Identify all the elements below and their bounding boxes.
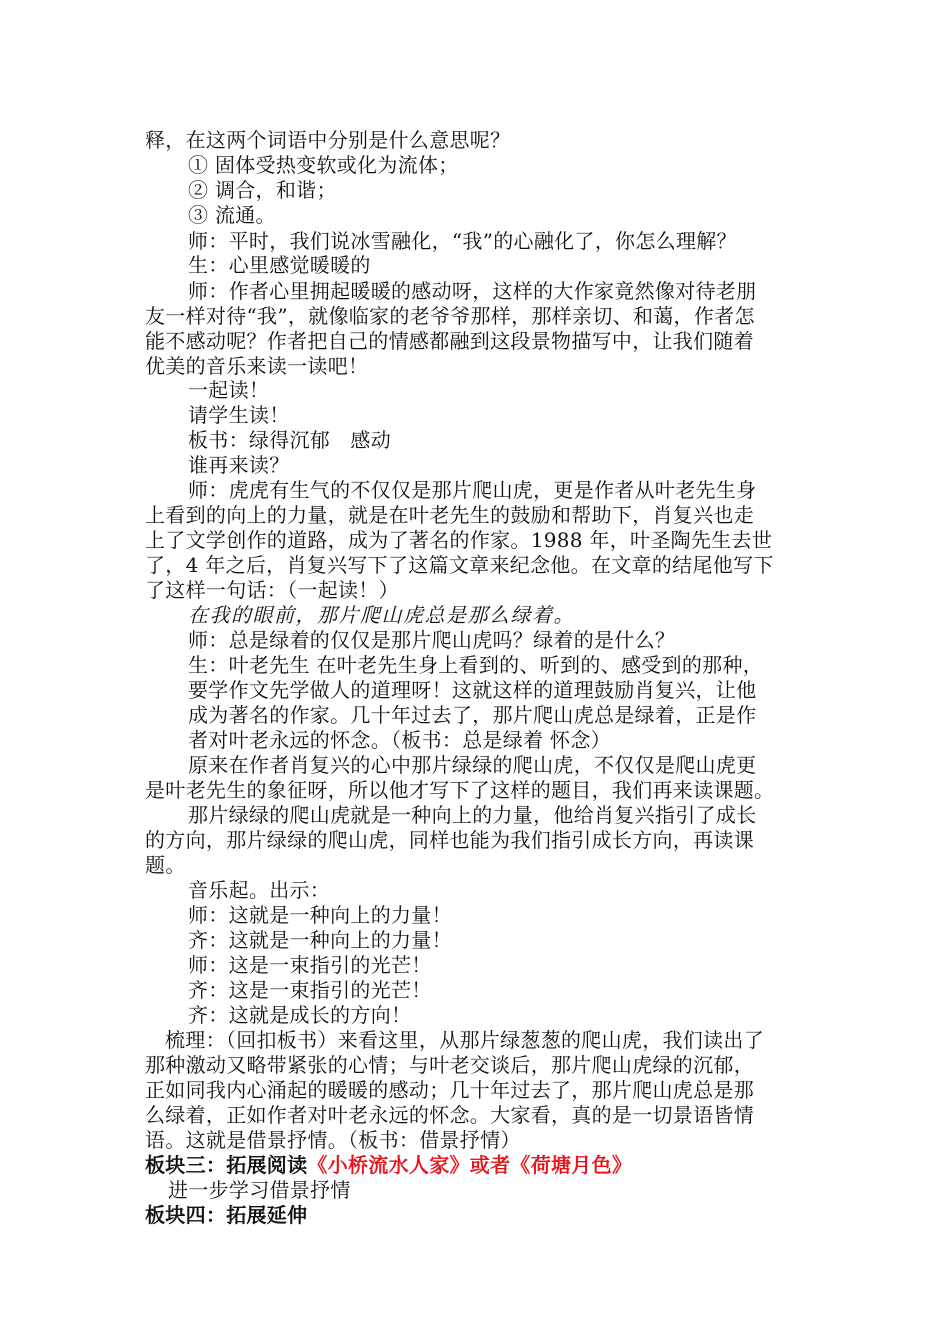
paragraph-line: 释，在这两个词语中分别是什么意思呢？ — [145, 128, 511, 152]
dialogue-line: 要学作文先学做人的道理呀！这就这样的道理鼓励肖复兴，让他 — [188, 678, 757, 702]
dialogue-line: 师：这是一束指引的光芒！ — [188, 953, 432, 977]
paragraph-line: 那片绿绿的爬山虎就是一种向上的力量，他给肖复兴指引了成长 — [188, 803, 757, 827]
paragraph-line: 的方向，那片绿绿的爬山虎，同样也能为我们指引成长方向，再读课 — [145, 828, 754, 852]
paragraph-line: 上看到的向上的力量，就是在叶老先生的鼓励和帮助下，肖复兴也走 — [145, 503, 754, 527]
definition-item: ② 调合，和谐； — [188, 178, 337, 202]
dialogue-line: 师：这就是一种向上的力量！ — [188, 903, 452, 927]
section-four-heading: 板块四：拓展延伸 — [145, 1203, 308, 1227]
reading-titles: 《小桥流水人家》或者《荷塘月色》 — [307, 1153, 633, 1177]
dialogue-line: 请学生读！ — [188, 403, 290, 427]
dialogue-line: 齐：这是一束指引的光芒！ — [188, 978, 432, 1002]
definition-item: ③ 流通。 — [188, 203, 276, 227]
section-three-note: 进一步学习借景抒情 — [168, 1178, 351, 1202]
dialogue-line: 生：叶老先生 在叶老先生身上看到的、听到的、感受到的那种， — [188, 653, 764, 677]
paragraph-line: 是叶老先生的象征呀，所以他才写下了这样的题目，我们再来读课题。 — [145, 778, 775, 802]
quoted-sentence: 在我的眼前，那片爬山虎总是那么绿着。 — [188, 603, 575, 627]
dialogue-line: 成为著名的作家。几十年过去了，那片爬山虎总是绿着，正是作 — [188, 703, 757, 727]
paragraph-line: 了，4 年之后，肖复兴写下了这篇文章来纪念他。在文章的结尾他写下 — [145, 553, 774, 577]
dialogue-line: 师：总是绿着的仅仅是那片爬山虎吗？绿着的是什么？ — [188, 628, 676, 652]
dialogue-line: 师：虎虎有生气的不仅仅是那片爬山虎，更是作者从叶老先生身 — [188, 478, 757, 502]
section-three-label: 板块三：拓展阅读 — [145, 1153, 308, 1177]
dialogue-line: 师：作者心里拥起暖暖的感动呀，这样的大作家竟然像对待老朋 — [188, 279, 757, 303]
paragraph-line: 题。 — [145, 853, 186, 877]
summary-line: 正如同我内心涌起的暖暖的感动；几十年过去了，那片爬山虎总是那 — [145, 1078, 754, 1102]
paragraph-line: 优美的音乐来读一读吧！ — [145, 354, 369, 378]
paragraph-line: 原来在作者肖复兴的心中那片绿绿的爬山虎，不仅仅是爬山虎更 — [188, 753, 757, 777]
dialogue-line: 者对叶老永远的怀念。（板书：总是绿着 怀念） — [188, 728, 611, 752]
definition-item: ① 固体受热变软或化为流体； — [188, 153, 459, 177]
dialogue-line: 谁再来读？ — [188, 453, 290, 477]
paragraph-line: 能不感动呢？作者把自己的情感都融到这段景物描写中，让我们随着 — [145, 329, 754, 353]
summary-line: 么绿着，正如作者对叶老永远的怀念。大家看，真的是一切景语皆情 — [145, 1103, 754, 1127]
summary-line: 语。这就是借景抒情。（板书：借景抒情） — [145, 1128, 521, 1152]
board-note: 板书：绿得沉郁 感动 — [188, 428, 391, 452]
dialogue-line: 一起读！ — [188, 378, 270, 402]
dialogue-line: 齐：这就是成长的方向！ — [188, 1003, 412, 1027]
dialogue-line: 师：平时，我们说冰雪融化，“我”的心融化了，你怎么理解？ — [188, 229, 737, 253]
summary-line: 梳理：（回扣板书）来看这里，从那片绿葱葱的爬山虎，我们读出了 — [165, 1028, 764, 1052]
summary-line: 那种激动又略带紧张的心情；与叶老交谈后，那片爬山虎绿的沉郁， — [145, 1053, 754, 1077]
dialogue-line: 音乐起。出示： — [188, 878, 331, 902]
paragraph-line: 上了文学创作的道路，成为了著名的作家。1988 年，叶圣陶先生去世 — [145, 528, 773, 552]
paragraph-line: 友一样对待“我”，就像临家的老爷爷那样，那样亲切、和蔼，作者怎 — [145, 304, 755, 328]
section-three-heading — [145, 1153, 632, 1177]
dialogue-line: 生：心里感觉暖暖的 — [188, 253, 371, 277]
dialogue-line: 齐：这就是一种向上的力量！ — [188, 928, 452, 952]
paragraph-line: 了这样一句话：（一起读！） — [145, 578, 399, 602]
